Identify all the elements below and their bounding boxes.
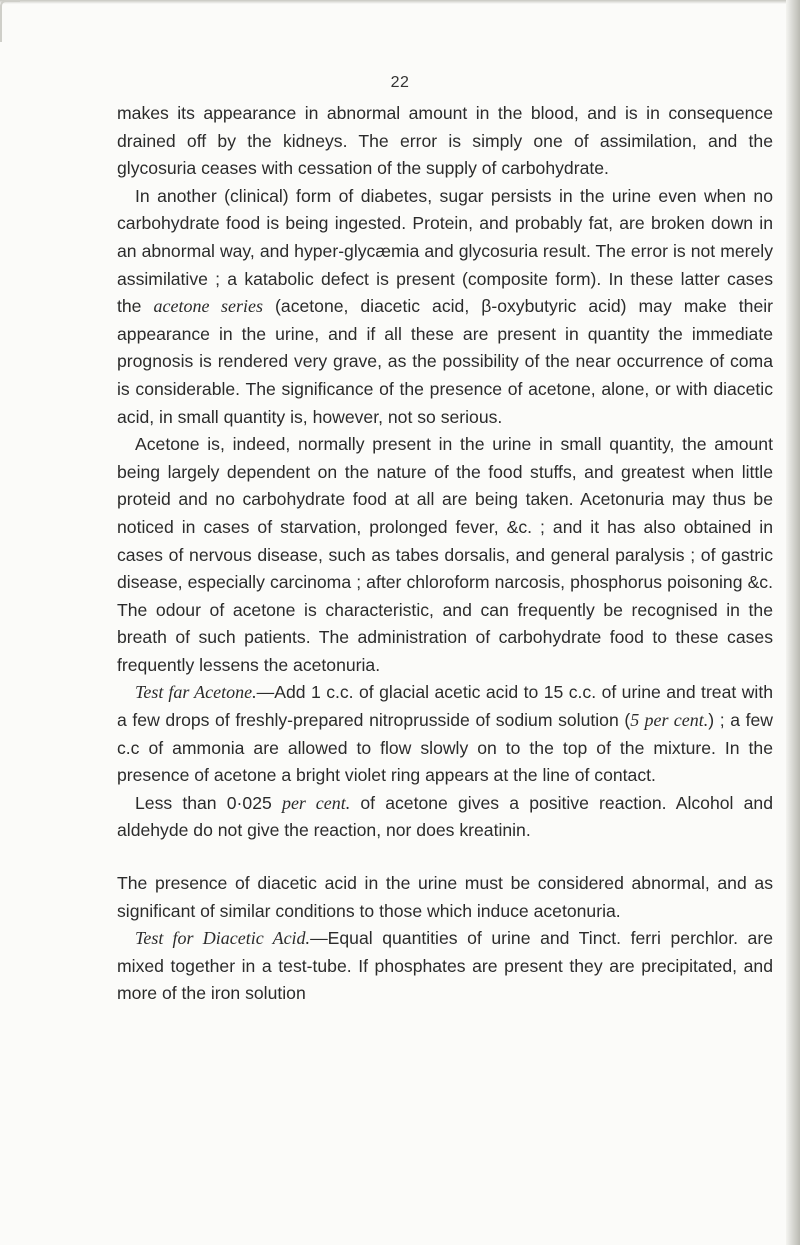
text-segment: Less than 0·025 (135, 792, 282, 813)
text-segment: The presence of diacetic acid in the urine must be considered abnormal, and as significant of similar conditions to those which induce acetonuria. (117, 873, 773, 921)
text-segment: —Add 1 c.c. of glacial acetic acid to 15 c.c. of urine and treat with a few drops of freshly-prepared nitroprusside of sodium solution ( (117, 682, 773, 731)
paragraph-diacetic-acid (117, 870, 773, 925)
text-segment: of acetone gives a positive reaction. Alcohol and aldehyde do not give the reaction, nor does kreatinin. (117, 792, 773, 841)
text-segment: makes its appearance in abnormal amount in the blood, and is in consequence drained off by the kidneys. The error is simply one of assimilation, and the glycosuria ceases with cessation of the supply of carbohydrate. (117, 103, 773, 179)
body-text (117, 100, 773, 1008)
italic-text-segment: Test far Acetone. (135, 682, 257, 703)
italic-text-segment: per cent. (281, 792, 351, 813)
paragraph-acetone-test (117, 679, 773, 789)
scan-page-corner (0, 0, 20, 42)
paragraph-continuation (117, 100, 773, 183)
page-number: 22 (390, 74, 410, 91)
italic-text-segment: acetone series (153, 296, 264, 317)
text-segment: ) ; a few c.c of ammonia are allowed to flow slowly on to the top of the mixture. In the presence of acetone a bright violet ring appears at the line of contact. (117, 710, 774, 786)
text-segment: In another (clinical) form of diabetes, sugar persists in the urine even when no carbohydrate food is being ingested. Protein, and probably fat, are broken down in an abnormal way, and hyper-glycæmia and glycosuria result. The error is not merely assimilative ; a katabolic defect is present (composite form). In these latter cases the (117, 185, 773, 317)
text-segment: Acetone is, indeed, normally present in the urine in small quantity, the amount being largely dependent on the nature of the food stuffs, and greatest when little proteid and no carbohydrate food at all are being taken. Acetonuria may thus be noticed in cases of starvation, prolonged fever, &c. ; and it has also obtained in cases of nervous disease, such as tabes dorsalis, and general paralysis ; of gastric disease, especially carcinoma ; after chloroform narcosis, phosphorus poisoning &c. The odour of acetone is characteristic, and can frequently be recognised in the breath of such patients. The administration of carbohydrate food to these cases frequently lessens the acetonuria. (117, 434, 773, 675)
italic-text-segment: 5 per cent. (630, 710, 709, 731)
paragraph-acetone-sensitivity (117, 790, 773, 845)
text-segment: (acetone, diacetic acid, β-oxybutyric acid) may make their appearance in the urine, and if all these are present in quantity the immediate prognosis is rendered very grave, as the possibility of the near occurrence of coma is considerable. The significance of the presence of acetone, alone, or with diacetic acid, in small quantity is, however, not so serious. (117, 296, 773, 427)
paragraph-clinical-form (117, 183, 773, 431)
italic-text-segment: Test for Diacetic Acid. (135, 928, 311, 949)
text-segment: —Equal quantities of urine and Tinct. ferri perchlor. are mixed together in a test-tube. If phosphates are present they are precipitated, and more of the iron solution (117, 928, 773, 1004)
scan-binding-shadow (786, 0, 800, 1245)
paragraph-diacetic-test (117, 925, 773, 1008)
scan-top-shadow (0, 0, 800, 4)
paragraph-acetone (117, 431, 773, 679)
